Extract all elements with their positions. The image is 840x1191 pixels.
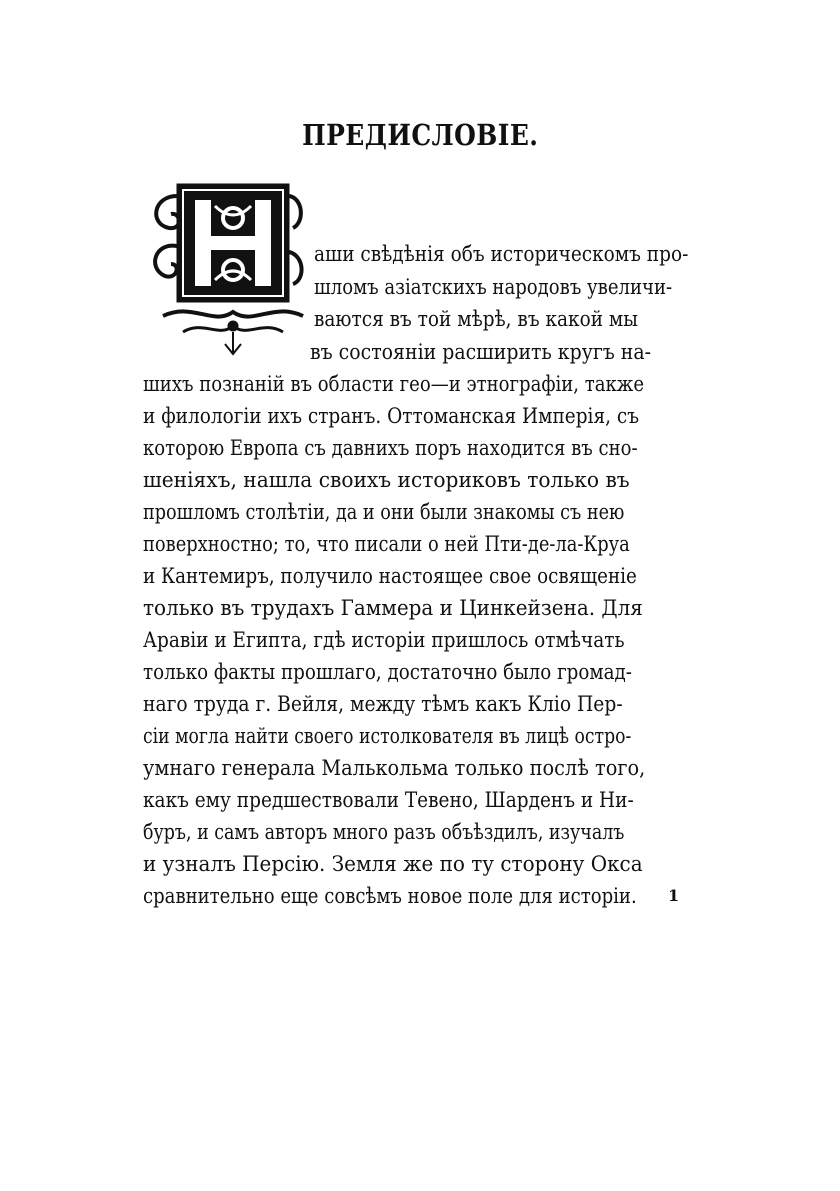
text-line: сіи могла найти своего истолкователя въ лицѣ остро-	[143, 724, 632, 748]
text-line: и узналъ Персію. Земля же по ту сторону Окса	[143, 852, 643, 876]
text-line: и Кантемиръ, получило настоящее свое освященіе	[143, 564, 637, 588]
text-line: аши свѣдѣнія объ историческомъ про-	[314, 242, 689, 266]
ornamental-initial-n	[143, 176, 305, 356]
text-line: только факты прошлаго, достаточно было громад-	[143, 660, 632, 684]
text-line: поверхностно; то, что писали о ней Пти-де-ла-Круа	[143, 532, 630, 556]
page-number: 1	[668, 886, 680, 905]
text-line: которою Европа съ давнихъ поръ находится въ сно-	[143, 436, 638, 460]
text-line: шломъ азіатскихъ народовъ увеличи-	[314, 275, 673, 299]
text-line: прошломъ столѣтіи, да и они были знакомы съ нею	[143, 500, 625, 524]
text-line: сравнительно еще совсѣмъ новое поле для исторіи.	[143, 884, 637, 908]
text-line: и филологіи ихъ странъ. Оттоманская Имперія, съ	[143, 404, 639, 428]
text-line: ваются въ той мѣрѣ, въ какой мы	[314, 307, 638, 331]
chapter-heading: ПРЕДИСЛОВІЕ.	[302, 118, 539, 152]
text-line: шеніяхъ, нашла своихъ историковъ только въ	[143, 468, 630, 492]
text-line: буръ, и самъ авторъ много разъ объѣздилъ, изучалъ	[143, 820, 625, 844]
text-line: только въ трудахъ Гаммера и Цинкейзена. Для	[143, 596, 643, 620]
text-line: въ состояніи расширить кругъ на-	[310, 340, 652, 364]
text-line: какъ ему предшествовали Тевено, Шарденъ и Ни-	[143, 788, 634, 812]
text-line: наго труда г. Вейля, между тѣмъ какъ Кліо Пер-	[143, 692, 623, 716]
text-line: умнаго генерала Малькольма только послѣ того,	[143, 756, 646, 780]
text-line: Аравіи и Египта, гдѣ исторіи пришлось отмѣчать	[143, 628, 625, 652]
text-line: шихъ познаній въ области гео—и этнографіи, также	[143, 372, 645, 396]
